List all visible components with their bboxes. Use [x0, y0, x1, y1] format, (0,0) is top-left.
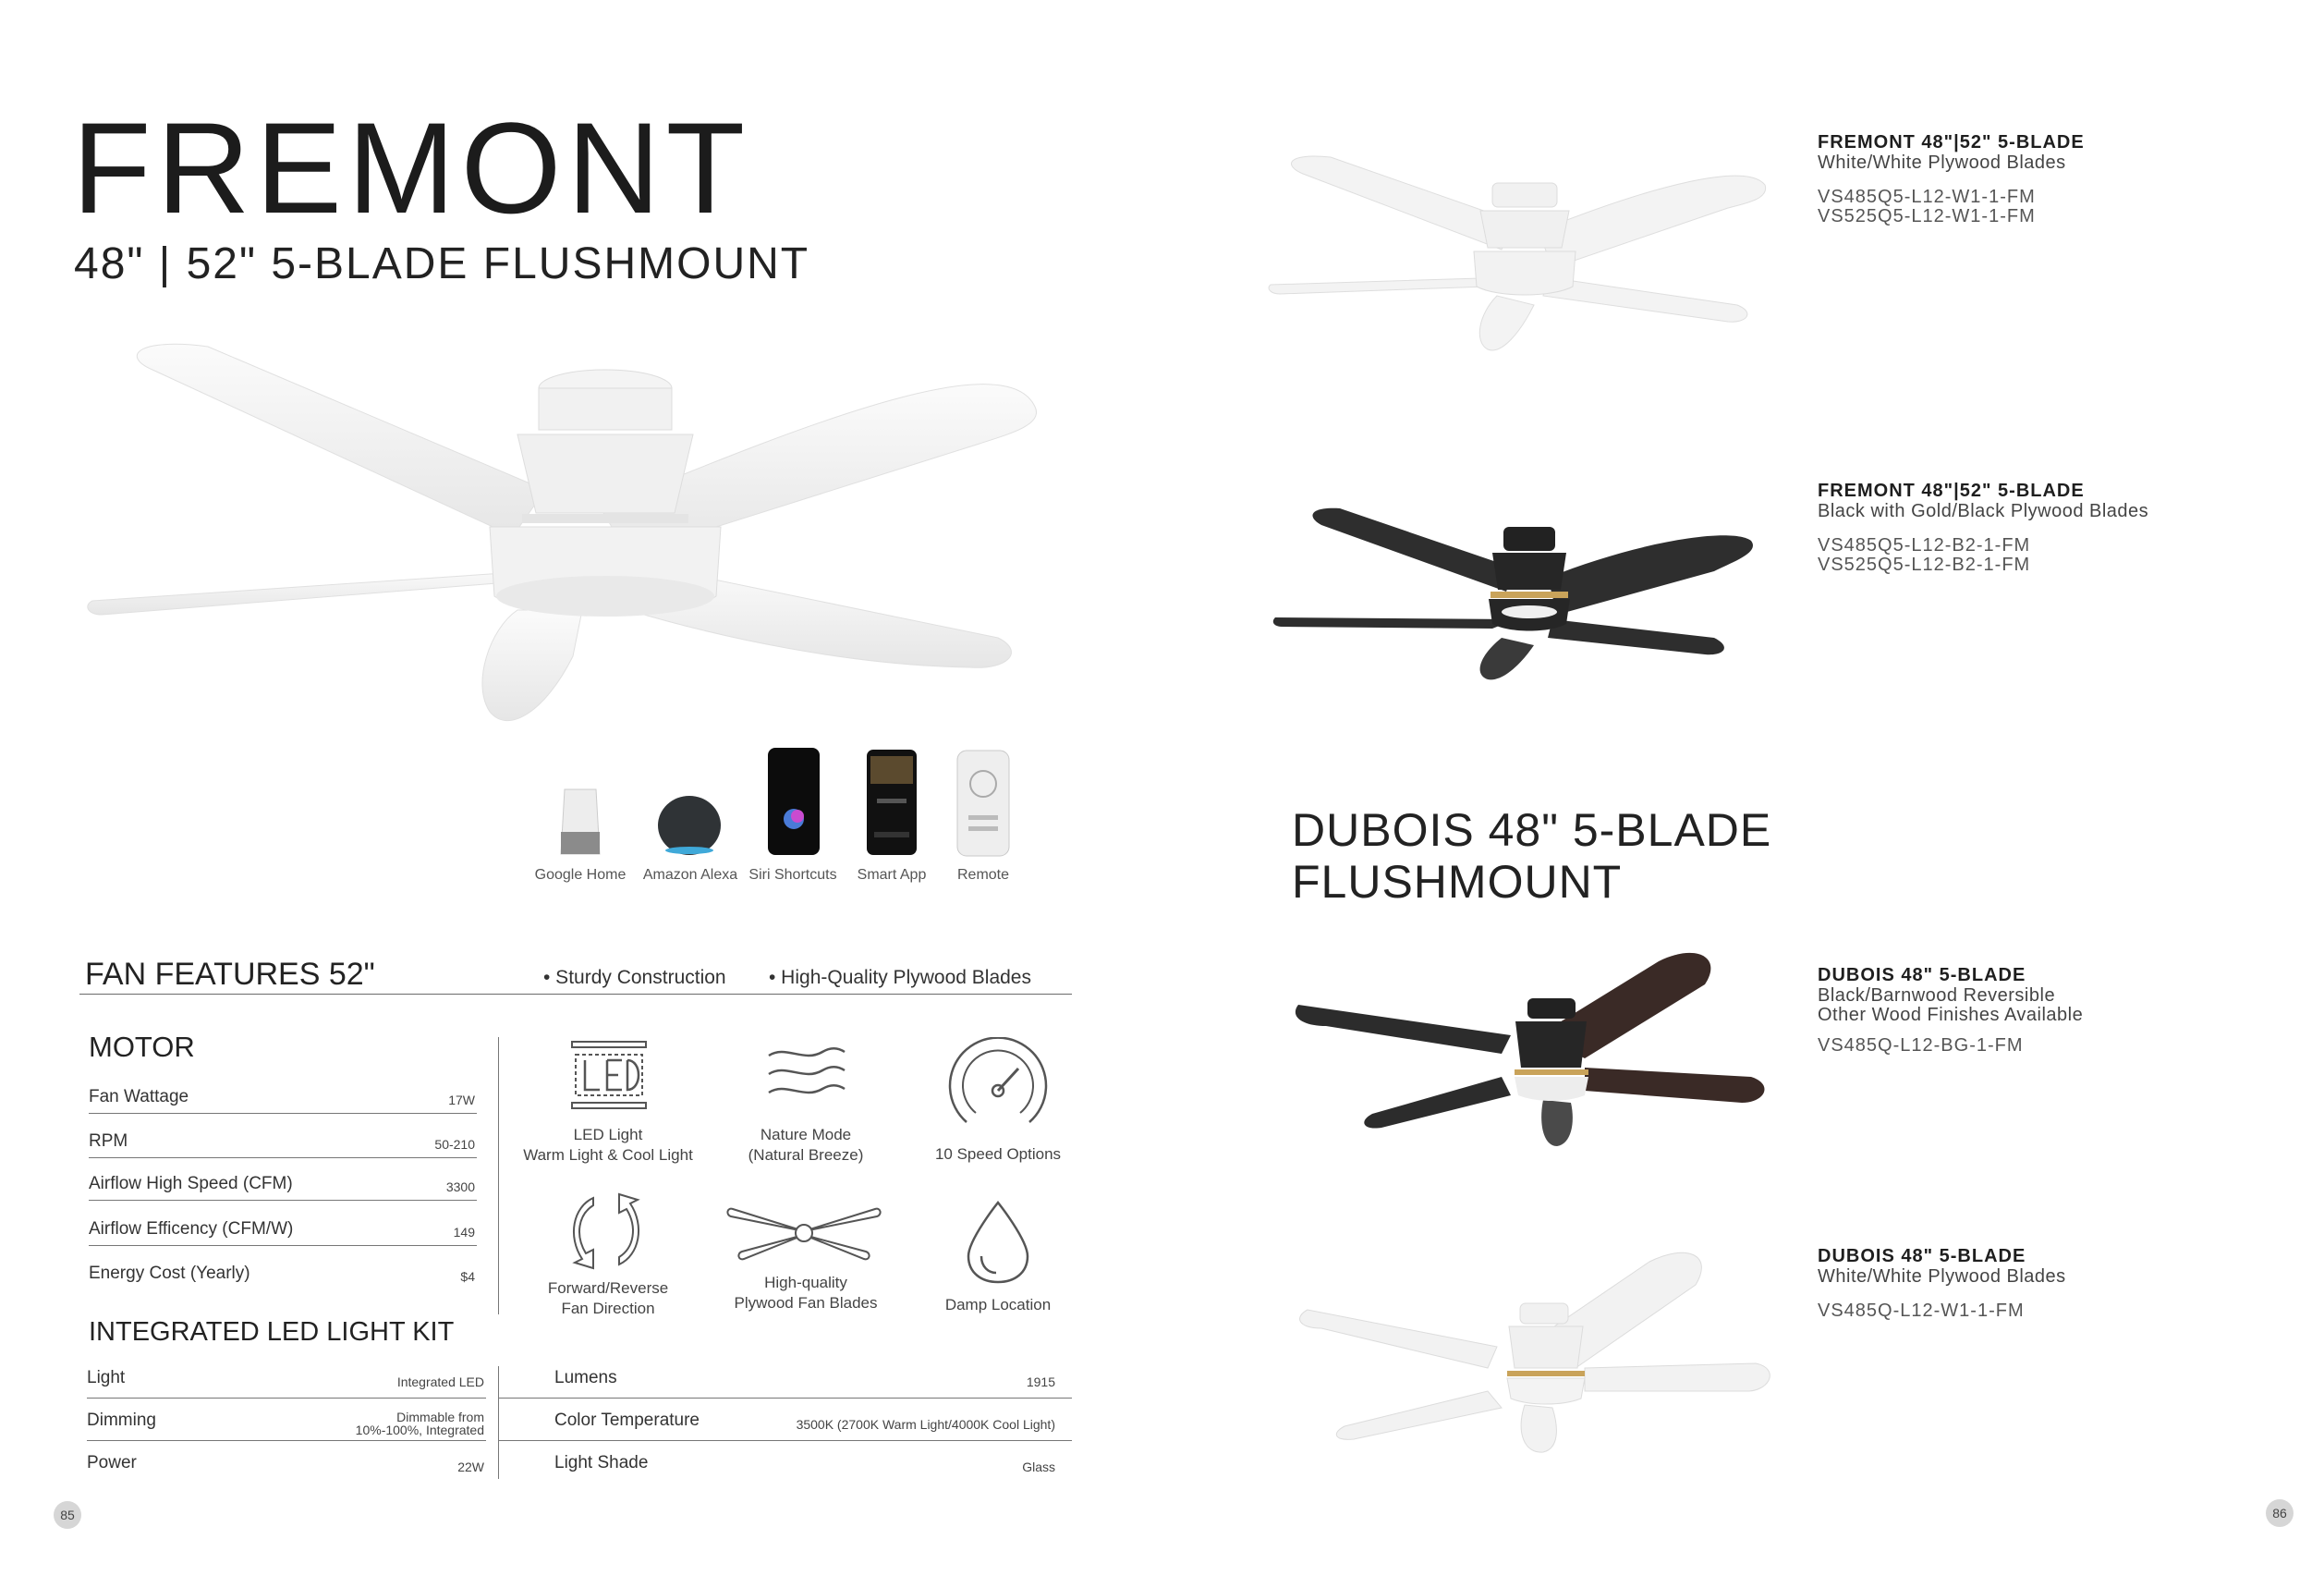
- spec-label: Airflow High Speed (CFM): [89, 1174, 293, 1193]
- features-divider: [79, 994, 1072, 995]
- amazon-echo-dot-icon: [656, 793, 723, 858]
- kit-label: Lumens: [554, 1368, 617, 1387]
- spec-label: Fan Wattage: [89, 1087, 189, 1106]
- google-home-speaker-icon: [557, 784, 603, 858]
- motor-divider: [498, 1037, 499, 1314]
- product-desc-dubois-white: White/White Plywood Blades: [1818, 1266, 2066, 1287]
- feature-label-line2: Fan Direction: [561, 1300, 655, 1317]
- led-icon: [570, 1040, 648, 1110]
- fremont-white-product-image: [1266, 148, 1783, 351]
- kit-label: Light: [87, 1368, 126, 1387]
- product-desc-fremont-black: Black with Gold/Black Plywood Blades: [1818, 501, 2149, 521]
- feature-label-line1: Forward/Reverse: [547, 1279, 669, 1297]
- kit-value-line2: 10%-100%, Integrated: [355, 1423, 484, 1437]
- product-name-fremont-white: FREMONT 48"|52" 5-BLADE: [1818, 132, 2085, 153]
- spec-row-rpm: [89, 1122, 477, 1158]
- dubois-heading-line1: DUBOIS 48" 5-BLADE: [1292, 804, 1772, 856]
- feature-label-led: [511, 1125, 705, 1166]
- fan-features-heading: FAN FEATURES 52": [85, 957, 375, 992]
- feature-label-line1: High-quality: [764, 1274, 847, 1291]
- kit-label: Power: [87, 1453, 137, 1472]
- spec-row-energy-cost: [89, 1254, 477, 1289]
- spec-label: RPM: [89, 1131, 128, 1151]
- kit-value: Glass: [1022, 1460, 1055, 1474]
- product-name-fremont-black: FREMONT 48"|52" 5-BLADE: [1818, 481, 2085, 501]
- reverse-arrows-icon: [566, 1192, 647, 1270]
- kit-label: Color Temperature: [554, 1411, 700, 1430]
- smart-app-phone-icon: [866, 749, 918, 856]
- product-sku-fremont-black-48: VS485Q5-L12-B2-1-FM: [1818, 535, 2031, 556]
- kit-value: [356, 1411, 484, 1436]
- product-sku-dubois-barnwood: VS485Q-L12-BG-1-FM: [1818, 1035, 2024, 1056]
- kit-value: 1915: [1026, 1374, 1055, 1389]
- smart-label-smart-app: Smart App: [857, 867, 927, 883]
- feature-label-line2: Plywood Fan Blades: [734, 1294, 878, 1312]
- kit-value: 22W: [457, 1460, 484, 1474]
- product-name-dubois-white: DUBOIS 48" 5-BLADE: [1818, 1246, 2026, 1266]
- kit-label: Dimming: [87, 1411, 156, 1430]
- feature-label-line1: LED Light: [573, 1126, 643, 1143]
- product-sku-fremont-white-52: VS525Q5-L12-W1-1-FM: [1818, 206, 2036, 226]
- spec-value: 3300: [445, 1179, 475, 1194]
- product-sku-dubois-white: VS485Q-L12-W1-1-FM: [1818, 1301, 2025, 1321]
- spec-row-fan-wattage: [89, 1078, 477, 1114]
- kit-row-color-temperature: [499, 1399, 1072, 1441]
- product-desc-dubois-barnwood: Black/Barnwood Reversible: [1818, 985, 2056, 1006]
- feature-label-speed: [901, 1144, 1095, 1165]
- product-desc-fremont-white: White/White Plywood Blades: [1818, 153, 2066, 173]
- page-number-right: 86: [2266, 1499, 2294, 1527]
- kit-value-line1: Dimmable from: [396, 1410, 484, 1424]
- fremont-black-product-image: [1271, 499, 1770, 684]
- siri-phone-icon: [767, 747, 821, 856]
- breeze-icon: [767, 1044, 850, 1105]
- fremont-white-fan-image: [83, 333, 1063, 730]
- page-subtitle: 48" | 52" 5-BLADE FLUSHMOUNT: [74, 239, 810, 288]
- speedometer-icon: [944, 1037, 1052, 1130]
- dubois-white-product-image: [1289, 1243, 1779, 1465]
- spec-row-airflow-efficiency: [89, 1210, 477, 1246]
- feature-label-line2: Warm Light & Cool Light: [523, 1146, 693, 1164]
- feature-label-line2: (Natural Breeze): [748, 1146, 864, 1164]
- spec-row-airflow-high: [89, 1165, 477, 1201]
- feature-label-nature-mode: [709, 1125, 903, 1166]
- fan-blades-icon: [725, 1203, 882, 1263]
- smart-label-google-home: Google Home: [534, 867, 627, 883]
- dubois-heading-line2: FLUSHMOUNT: [1292, 856, 1623, 908]
- product-sku-fremont-white-48: VS485Q5-L12-W1-1-FM: [1818, 187, 2036, 207]
- feature-bullet-plywood: • High-Quality Plywood Blades: [769, 967, 1031, 988]
- kit-value: 3500K (2700K Warm Light/4000K Cool Light): [796, 1417, 1055, 1432]
- page-title: FREMONT: [72, 95, 751, 240]
- kit-row-power: [87, 1442, 486, 1483]
- spec-value: 50-210: [434, 1137, 475, 1152]
- feature-bullet-construction: • Sturdy Construction: [543, 967, 726, 988]
- kit-row-light-shade: [499, 1442, 1072, 1483]
- feature-label-line1: Damp Location: [944, 1296, 1052, 1313]
- product-name-dubois-barnwood: DUBOIS 48" 5-BLADE: [1818, 965, 2026, 985]
- kit-row-light: [87, 1357, 486, 1399]
- dubois-heading: [1292, 804, 1771, 908]
- spec-value: 149: [453, 1225, 475, 1240]
- kit-row-lumens: [499, 1357, 1072, 1399]
- product-sku-fremont-black-52: VS525Q5-L12-B2-1-FM: [1818, 555, 2031, 575]
- spec-label: Airflow Efficency (CFM/W): [89, 1219, 294, 1239]
- product-desc2-dubois-barnwood: Other Wood Finishes Available: [1818, 1005, 2084, 1025]
- dubois-barnwood-product-image: [1289, 947, 1770, 1160]
- smart-label-siri-shortcuts: Siri Shortcuts: [748, 867, 837, 883]
- water-drop-icon: [965, 1199, 1031, 1286]
- smart-label-amazon-alexa: Amazon Alexa: [642, 867, 738, 883]
- motor-heading: MOTOR: [89, 1031, 195, 1063]
- feature-label-line1: 10 Speed Options: [934, 1145, 1062, 1163]
- kit-value: Integrated LED: [396, 1374, 484, 1389]
- led-kit-heading: INTEGRATED LED LIGHT KIT: [89, 1317, 455, 1347]
- kit-label: Light Shade: [554, 1453, 649, 1472]
- feature-label-damp: [901, 1295, 1095, 1315]
- feature-label-line1: Nature Mode: [760, 1126, 852, 1143]
- feature-label-plywood: [709, 1273, 903, 1313]
- spec-value: 17W: [448, 1093, 475, 1107]
- remote-control-icon: [955, 749, 1011, 858]
- page-number-left: 85: [54, 1501, 81, 1529]
- spec-label: Energy Cost (Yearly): [89, 1264, 250, 1283]
- feature-label-reverse: [511, 1278, 705, 1319]
- smart-label-remote: Remote: [956, 867, 1010, 883]
- kit-row-dimming: [87, 1399, 486, 1441]
- spec-value: $4: [460, 1269, 475, 1284]
